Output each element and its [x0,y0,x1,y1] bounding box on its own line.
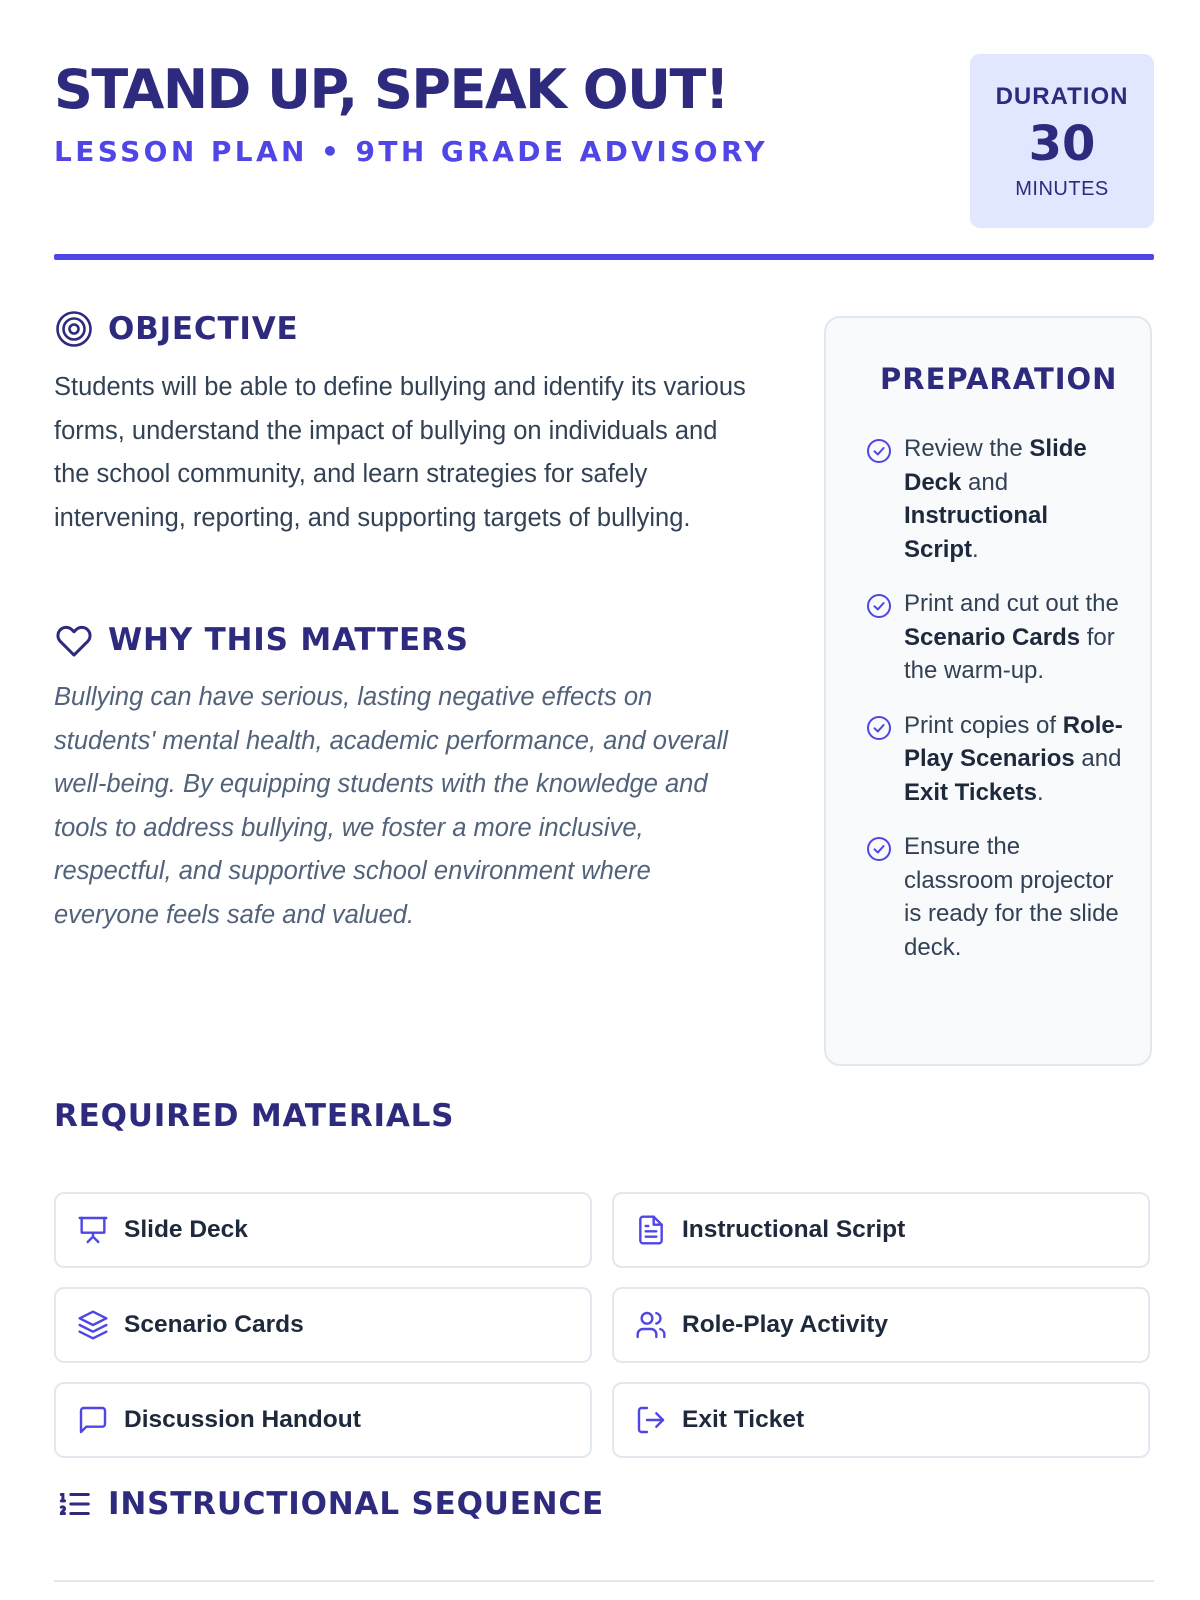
material-label: Slide Deck [124,1216,248,1243]
objective-heading-text: OBJECTIVE [108,311,299,347]
why-heading-text: WHY THIS MATTERS [108,622,469,658]
preparation-item-text: Review the Slide Deck and Instructional Script. [904,435,1087,563]
page-title: STAND UP, SPEAK OUT! [54,58,728,121]
material-label: Role-Play Activity [682,1311,889,1338]
preparation-item [866,587,1128,688]
material-item [54,1192,592,1268]
chat-icon [76,1403,110,1437]
material-label: Discussion Handout [124,1406,361,1433]
material-item [612,1192,1150,1268]
exit-icon [634,1403,668,1437]
preparation-list [866,432,1128,985]
target-icon [54,309,94,349]
header [54,52,1154,262]
lesson-plan-page [54,0,1154,1600]
duration-value: 30 [1028,116,1096,172]
material-item [612,1382,1150,1458]
objective-heading [54,309,299,349]
material-item [612,1287,1150,1363]
material-item [54,1382,592,1458]
preparation-item [866,432,1128,566]
check-circle-icon [866,593,892,619]
duration-label: DURATION [995,83,1129,110]
page-subtitle: LESSON PLAN • 9TH GRADE ADVISORY [54,135,769,168]
users-icon [634,1308,668,1342]
material-label: Scenario Cards [124,1311,304,1338]
preparation-item-text: Print and cut out the Scenario Cards for the warm-up. [904,590,1119,684]
material-label: Instructional Script [682,1216,906,1243]
preparation-item [866,830,1128,964]
check-circle-icon [866,715,892,741]
check-circle-icon [866,836,892,862]
materials-heading [54,1098,454,1134]
preparation-item-text: Ensure the classroom projector is ready for the slide deck. [904,833,1119,961]
material-label: Exit Ticket [682,1406,805,1433]
material-item [54,1287,592,1363]
why-text: Bullying can have serious, lasting negative effects on students' mental health, academic performance, and overall well-being. By equipping students with the knowledge and tools to address bullying, we foster a more inclusive, respectful, and supportive school environment where everyone feels safe and valued. [54,683,728,929]
why-heading [54,620,469,660]
document-icon [634,1213,668,1247]
preparation-card [824,316,1152,1066]
duration-badge [970,54,1154,228]
objective-text: Students will be able to define bullying and identify its various forms, understand the impact of bullying on individuals and the school community, and learn strategies for safely intervening, reporting, and supporting targets of bullying. [54,373,746,532]
check-circle-icon [866,438,892,464]
numbered-list-icon [54,1484,94,1524]
sequence-heading-text: INSTRUCTIONAL SEQUENCE [108,1486,604,1522]
preparation-item-text: Print copies of Role-Play Scenarios and Exit Tickets. [904,711,1123,806]
sequence-heading [54,1484,604,1524]
preparation-item [866,709,1128,810]
header-divider [54,254,1154,260]
materials-heading-text: REQUIRED MATERIALS [54,1098,455,1134]
layers-icon [76,1308,110,1342]
preparation-heading: PREPARATION [880,362,1118,396]
presentation-icon [76,1213,110,1247]
duration-unit: MINUTES [1015,178,1109,200]
heart-icon [54,620,94,660]
sequence-divider [54,1580,1154,1582]
